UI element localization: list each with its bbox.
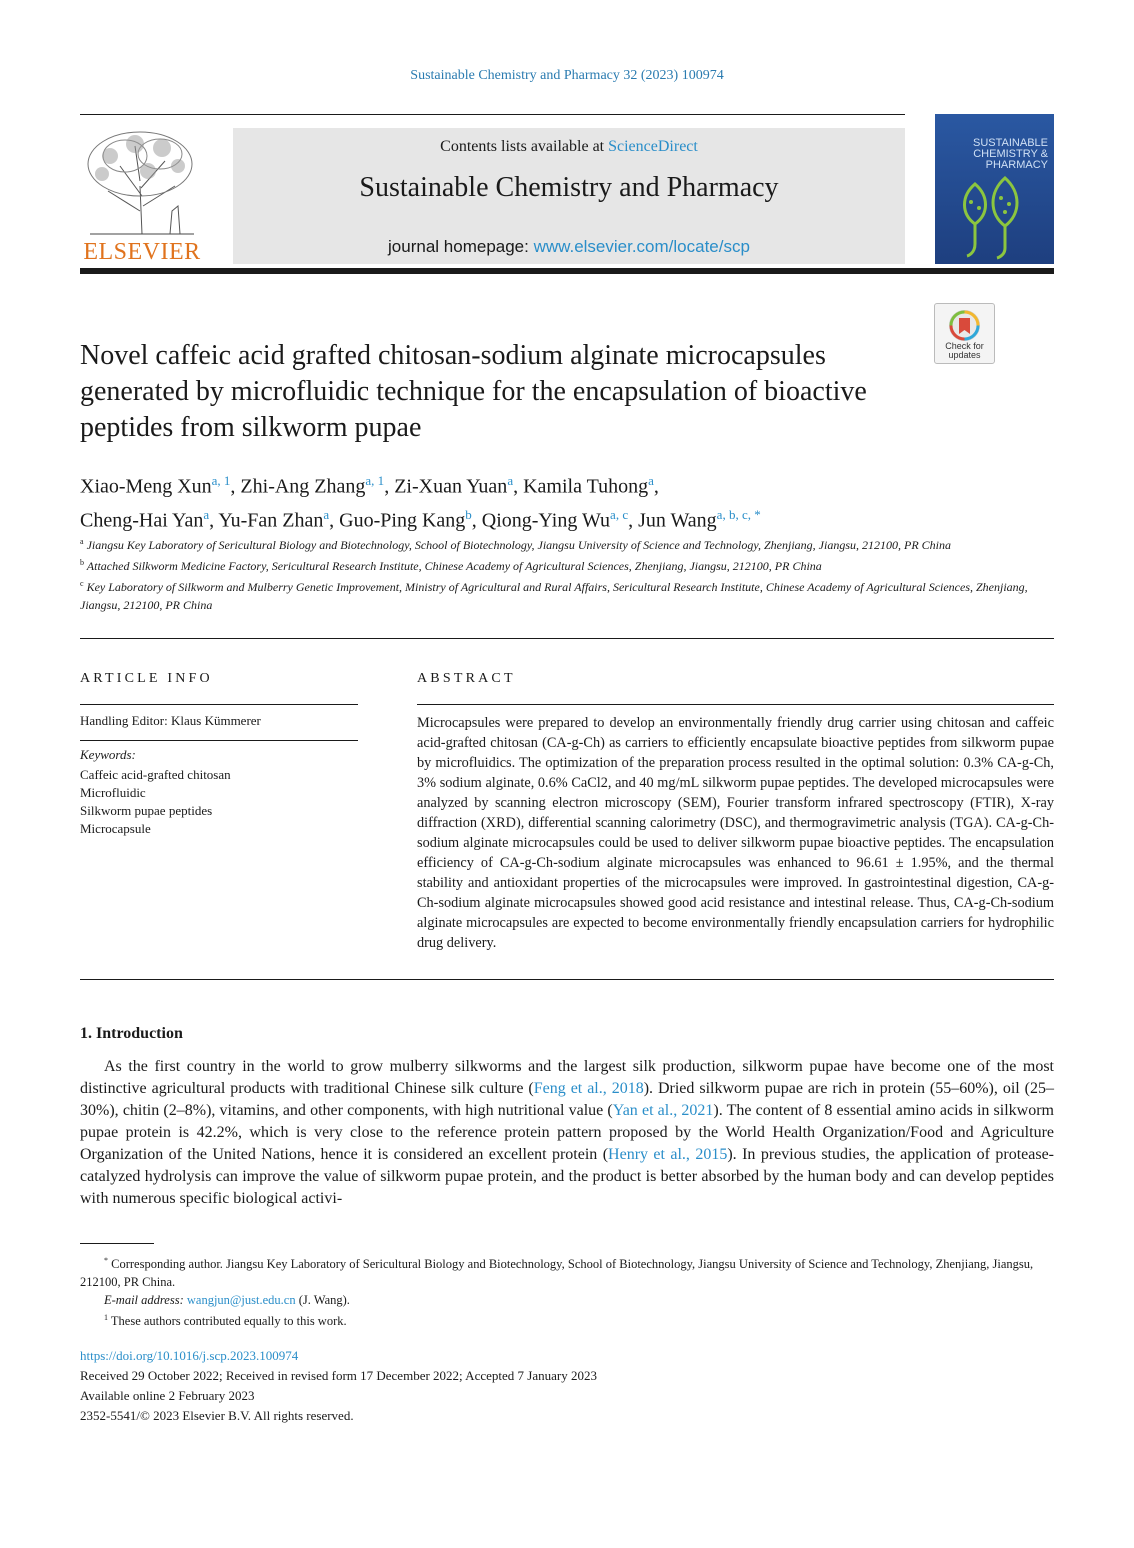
author-separator: ,	[628, 509, 639, 532]
intro-text-segment: ). Dried silkworm pupae are rich in protein (55–60%), oil (25–30%), chitin (2–8%), vitamins, and other components, with high nutritional value (	[80, 1080, 1055, 1119]
footnote-text: These authors contributed equally to this work.	[110, 1314, 347, 1329]
introduction-heading: 1. Introduction	[80, 1025, 183, 1042]
section-rule	[80, 638, 1054, 639]
article-info-heading: ARTICLE INFO	[80, 671, 213, 686]
copyright: 2352-5541/© 2023 Elsevier B.V. All rights reserved.	[80, 1408, 354, 1423]
homepage-line	[233, 237, 905, 257]
footnote-mark: 1	[104, 1313, 108, 1323]
affiliation-text: Attached Silkworm Medicine Factory, Sericultural Research Institute, Chinese Academy of Agricultural Sciences, Zhenjiang, Jiangsu, 212100, PR China	[86, 559, 822, 573]
updates-line: updates	[948, 350, 981, 360]
author-affiliation-marks[interactable]: a	[507, 473, 514, 488]
footnote-mark: *	[104, 1256, 108, 1265]
keyword-item: Caffeic acid-grafted chitosan	[80, 767, 231, 782]
affiliations	[80, 533, 1055, 614]
affiliation-mark: b	[80, 558, 84, 567]
citation-link[interactable]: Henry et al., 2015	[608, 1146, 728, 1163]
tree-logo-icon	[80, 126, 204, 238]
affiliation-mark: c	[80, 579, 84, 588]
journal-reference[interactable]: Sustainable Chemistry and Pharmacy 32 (2023) 100974	[410, 68, 724, 83]
footnote-equal	[80, 1309, 1054, 1330]
cover-line: SUSTAINABLE	[973, 137, 1048, 149]
article-info-rule	[80, 704, 358, 705]
citation-link[interactable]: Yan et al., 2021	[612, 1102, 714, 1119]
cover-line: CHEMISTRY &	[973, 148, 1048, 160]
author-affiliation-marks[interactable]: a, c	[610, 506, 629, 522]
intro-text-segment: As the first country in the world to grow mulberry silkworms and the largest silk production, silkworm pupae have become one of the most distinctive agricultural products with traditional Chinese silk culture (	[80, 1058, 1054, 1097]
keyword-list	[80, 766, 231, 838]
author-affiliation-marks[interactable]: a, 1	[365, 473, 385, 488]
intro-text-segment: ). The content of 8 essential amino acids in silkworm pupae protein is 42.2%, which is very close to the reference protein pattern proposed by the World Health Organization/Food and Agriculture Organization of the United Nations, hence it is considered an excellent protein (	[80, 1102, 1054, 1163]
author-separator: ,	[471, 509, 482, 532]
author-separator: ,	[384, 475, 395, 498]
affiliation-item	[80, 575, 1055, 614]
author-affiliation-marks[interactable]: a	[203, 506, 210, 522]
keywords-label: Keywords:	[80, 747, 136, 762]
contents-prefix: Contents lists available at	[440, 138, 609, 155]
footnote-corresponding	[80, 1252, 1054, 1291]
affiliation-item	[80, 554, 1055, 575]
introduction-paragraph	[80, 1056, 1054, 1210]
abstract-text: Microcapsules were prepared to develop an environmentally friendly drug carrier using chitosan and caffeic acid-grafted chitosan (CA-g-Ch) as carriers to efficiently encapsulate bioactive peptides from silkworm pupae by microfluidics. The optimization of the preparation process resulted in the optimal solution: 0.3% CA-g-Ch, 3% sodium alginate, 0.6% CaCl2, and 40 mg/mL silkworm pupae peptides. The developed microcapsules were analyzed by scanning electron microscopy (SEM), Fourier transform infrared spectroscopy (FTIR), X-ray diffraction (XRD), differential scanning calorimetry (DSC), and thermogravimetric analysis (TGA). CA-g-Ch-sodium alginate microcapsules could be used to deliver silkworm pupae bioactive peptides. The encapsulation efficiency of CA-g-Ch-sodium alginate microcapsules was enhanced to 96.61 ± 1.95%, and the thermal stability and antioxidant properties of the microcapsules were improved. In gastrointestinal digestion, CA-g-Ch-sodium alginate microcapsules showed good acid resistance and intestinal release. Thus, CA-g-Ch-sodium alginate microcapsules are expected to become environmentally friendly encapsulation carriers for hydrophilic drug delivery.	[417, 715, 1054, 951]
authors-line-2	[80, 501, 1060, 535]
cover-line: PHARMACY	[985, 159, 1048, 171]
author-name[interactable]: Zhi-Ang Zhang	[240, 475, 366, 498]
author-name[interactable]: Cheng-Hai Yan	[80, 509, 204, 532]
keyword-item: Microfluidic	[80, 785, 146, 800]
footnote-email	[80, 1291, 1054, 1309]
author-name[interactable]: Guo-Ping Kang	[339, 509, 466, 532]
header-bottom-rule	[80, 268, 1054, 274]
doi-link[interactable]: https://doi.org/10.1016/j.scp.2023.100974	[80, 1348, 299, 1363]
updates-line: Check for	[945, 341, 984, 351]
section-rule	[80, 979, 1054, 980]
footnotes	[80, 1252, 1054, 1330]
author-separator: ,	[513, 475, 524, 498]
handling-editor: Handling Editor: Klaus Kümmerer	[80, 713, 261, 728]
authors-line-1	[80, 467, 1060, 501]
author-name[interactable]: Qiong-Ying Wu	[481, 509, 611, 532]
check-for-updates-button[interactable]	[934, 303, 995, 364]
author-separator: ,	[653, 475, 659, 498]
author-name[interactable]: Jun Wang	[638, 509, 717, 532]
article-info-rule	[80, 740, 358, 741]
author-affiliation-marks[interactable]: b	[465, 506, 472, 522]
leaf-drop-icon	[953, 174, 1033, 260]
journal-header-box	[233, 128, 905, 264]
citation-link[interactable]: Feng et al., 2018	[533, 1080, 644, 1097]
author-separator: ,	[329, 509, 340, 532]
bookmark-badge-icon	[948, 309, 981, 342]
email-suffix: (J. Wang).	[295, 1293, 350, 1308]
footnote-text: Corresponding author. Jiangsu Key Laboratory of Sericultural Biology and Biotechnology, School of Biotechnology, Jiangsu University of Science and Technology, Zhenjiang, Jiangsu, 212100, PR China.	[80, 1257, 1034, 1290]
author-affiliation-marks[interactable]: a	[648, 473, 654, 488]
homepage-link[interactable]: www.elsevier.com/locate/scp	[533, 237, 750, 256]
email-link[interactable]: wangjun@just.edu.cn	[186, 1293, 296, 1308]
cover-title	[973, 138, 1048, 171]
author-separator: ,	[230, 475, 241, 498]
keyword-item: Microcapsule	[80, 821, 151, 836]
sciencedirect-link[interactable]: ScienceDirect	[608, 138, 698, 155]
elsevier-logo	[80, 126, 204, 266]
footnote-rule	[80, 1243, 154, 1244]
author-list	[80, 467, 1060, 534]
keyword-item: Silkworm pupae peptides	[80, 803, 213, 818]
author-affiliation-marks[interactable]: a, 1	[211, 473, 231, 488]
email-label: E-mail address:	[104, 1293, 184, 1308]
available-online: Available online 2 February 2023	[80, 1388, 255, 1403]
author-name[interactable]: Kamila Tuhong	[523, 475, 649, 498]
homepage-prefix: journal homepage:	[388, 237, 534, 256]
abstract-rule	[417, 704, 1054, 705]
contents-line	[233, 138, 905, 156]
affiliation-mark: a	[80, 537, 84, 546]
header-top-rule	[80, 114, 905, 115]
affiliation-text: Jiangsu Key Laboratory of Sericultural Biology and Biotechnology, School of Biotechnology, Jiangsu University of Science and Technology, Zhenjiang, Jiangsu, 212100, PR China	[86, 538, 952, 552]
affiliation-text: Key Laboratory of Silkworm and Mulberry Genetic Improvement, Ministry of Agricultural and Rural Affairs, Sericultural Research Institute, Chinese Academy of Agricultural Sciences, Zhenjiang, Jiangsu, 212100, PR China	[80, 580, 1028, 612]
author-affiliation-marks[interactable]: a	[323, 506, 330, 522]
author-affiliation-marks[interactable]: a, b, c, *	[716, 506, 761, 522]
affiliation-item	[80, 533, 1055, 554]
journal-cover-image[interactable]	[935, 114, 1054, 264]
publication-info	[80, 1346, 1054, 1426]
author-name[interactable]: Zi-Xuan Yuan	[394, 475, 508, 498]
journal-title: Sustainable Chemistry and Pharmacy	[359, 172, 779, 203]
author-name[interactable]: Xiao-Meng Xun	[80, 475, 212, 498]
abstract-heading: ABSTRACT	[417, 671, 516, 686]
author-name[interactable]: Yu-Fan Zhan	[218, 509, 324, 532]
intro-text-segment: ). In previous studies, the application of protease-catalyzed hydrolysis can improve the value of silkworm pupae protein, and the product is better absorbed by the human body and can develop peptides with numerous specific biological activi-	[80, 1146, 1055, 1207]
elsevier-wordmark: ELSEVIER	[83, 239, 201, 265]
author-separator: ,	[209, 509, 219, 532]
received-dates: Received 29 October 2022; Received in revised form 17 December 2022; Accepted 7 January 2023	[80, 1368, 597, 1383]
updates-label	[935, 342, 994, 360]
article-title: Novel caffeic acid grafted chitosan-sodium alginate microcapsules generated by microfluidic technique for the encapsulation of bioactive peptides from silkworm pupae	[80, 340, 867, 443]
